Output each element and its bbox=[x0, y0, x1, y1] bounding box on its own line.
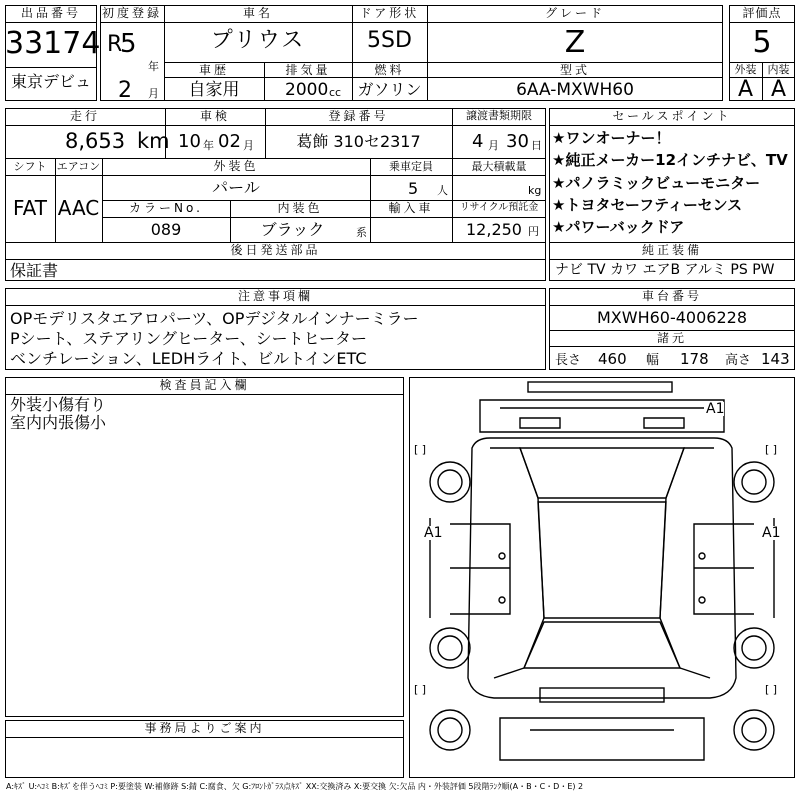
length: 460 bbox=[598, 350, 627, 368]
notes-label: 注意事項欄 bbox=[237, 289, 313, 303]
selling-points-label: セールスポイント bbox=[612, 109, 732, 123]
length-label: 長さ bbox=[555, 353, 582, 368]
model-label: 型式 bbox=[559, 63, 590, 77]
era: R bbox=[107, 32, 123, 57]
reg-month: 2 bbox=[118, 78, 132, 103]
max-load-label: 最大積載量 bbox=[471, 160, 527, 173]
note-line: ベンチレーション、LEDHライト、ビルトインETC bbox=[10, 349, 367, 368]
inspection-year: 10 bbox=[178, 131, 201, 152]
height-label: 高さ bbox=[725, 353, 752, 368]
transfer-day: 30 bbox=[506, 131, 529, 152]
door-label: ドア形状 bbox=[359, 6, 420, 20]
int-color-label: 内装色 bbox=[277, 201, 323, 215]
lot-no: 33174 bbox=[5, 26, 101, 61]
venue: 東京デビュ bbox=[10, 72, 91, 91]
bracket-mark-left: [ ] bbox=[414, 443, 427, 456]
inspection-label: 車検 bbox=[199, 109, 230, 123]
displacement: 2000 bbox=[285, 80, 329, 100]
damage-mark-front-right: A1 bbox=[706, 401, 725, 417]
selling-point: ★ワンオーナー！ bbox=[552, 129, 671, 147]
bracket-mark-right-rear: [ ] bbox=[765, 683, 778, 696]
max-load-unit: kg bbox=[528, 184, 542, 197]
selling-point: ★純正メーカー12インチナビ、TV bbox=[552, 151, 788, 169]
later-parts-label: 後日発送部品 bbox=[230, 243, 321, 257]
note-line: OPモデリスタエアロパーツ、OPデジタルインナーミラー bbox=[10, 309, 419, 328]
lot-no-label: 出品番号 bbox=[20, 6, 81, 20]
aircon-label: エアコン bbox=[56, 160, 101, 173]
aircon: AAC bbox=[57, 196, 100, 220]
selling-point: ★パワーバックドア bbox=[552, 218, 685, 236]
transfer-label: 譲渡書類期限 bbox=[466, 109, 532, 122]
recycle-label: リサイクル預託金 bbox=[459, 202, 539, 213]
reg-month-unit: 月 bbox=[148, 87, 159, 100]
first-reg-label: 初度登録 bbox=[101, 6, 162, 20]
inspection-month-unit: 月 bbox=[243, 139, 254, 152]
bracket-mark-right: [ ] bbox=[765, 443, 778, 456]
transfer-month-unit: 月 bbox=[488, 139, 499, 152]
width: 178 bbox=[680, 350, 709, 368]
inspection-month: 02 bbox=[218, 131, 241, 152]
damage-mark-right-side: A1 bbox=[762, 525, 781, 541]
recycle: 12,250 bbox=[466, 220, 522, 239]
car-name: プリウス bbox=[210, 28, 306, 53]
reg-no-label: 登録番号 bbox=[328, 109, 389, 123]
damage-mark-left-side: A1 bbox=[424, 525, 443, 541]
selling-point: ★パノラミックビューモニター bbox=[552, 174, 761, 192]
height: 143 bbox=[761, 350, 790, 368]
capacity-unit: 人 bbox=[437, 184, 448, 197]
reg-year-unit: 年 bbox=[148, 60, 159, 73]
capacity: 5 bbox=[408, 179, 419, 198]
grade: Z bbox=[564, 25, 586, 60]
history-label: 車歴 bbox=[198, 63, 229, 77]
capacity-label: 乗車定員 bbox=[389, 160, 433, 173]
mileage-label: 走行 bbox=[69, 109, 100, 123]
exterior-grade: A bbox=[737, 77, 754, 102]
displacement-unit: cc bbox=[329, 86, 342, 99]
color-no: 089 bbox=[150, 220, 182, 239]
import-label: 輸入車 bbox=[388, 201, 434, 215]
car-name-label: 車名 bbox=[242, 6, 273, 20]
fuel-label: 燃料 bbox=[374, 63, 405, 77]
ext-color: パール bbox=[212, 178, 260, 197]
mileage: 8,653 bbox=[65, 129, 126, 153]
reg-no: 葛飾 310セ2317 bbox=[296, 132, 421, 151]
transfer-day-unit: 日 bbox=[531, 139, 542, 152]
interior-label: 内装 bbox=[767, 63, 790, 76]
interior-grade: A bbox=[770, 77, 787, 102]
history: 自家用 bbox=[188, 80, 240, 100]
transfer-month: 4 bbox=[472, 131, 484, 152]
exterior-label: 外装 bbox=[734, 63, 757, 76]
door-type: 5SD bbox=[367, 28, 412, 53]
int-color: ブラック bbox=[260, 220, 325, 239]
recycle-unit: 円 bbox=[528, 225, 539, 238]
color-no-label: カラーNo. bbox=[129, 201, 203, 215]
displacement-label: 排気量 bbox=[285, 63, 331, 77]
note-line: Pシート、ステアリングヒーター、シートヒーター bbox=[10, 329, 368, 348]
legend: A:ｷｽﾞ U:ﾍｺﾐ B:ｷｽﾞを伴うﾍｺﾐ P:要塗装 W:補修跡 S:錆 C:腐食、欠 G:ﾌﾛﾝﾄｶﾞﾗｽ点ｷｽﾞ XX:交換済み X:要交換 欠:欠品 内・外装評価 5段階ﾗﾝｸ順(A・B・C・D・E) 2 bbox=[6, 782, 584, 791]
dims-label: 諸元 bbox=[656, 331, 687, 345]
reg-year: 5 bbox=[120, 29, 137, 59]
inspector-label: 検査員記入欄 bbox=[159, 378, 250, 392]
std-equip-label: 純正装備 bbox=[641, 243, 702, 257]
int-color-suffix: 系 bbox=[356, 226, 367, 239]
chassis-label: 車台番号 bbox=[641, 289, 702, 303]
width-label: 幅 bbox=[646, 353, 660, 368]
selling-point: ★トヨタセーフティーセンス bbox=[552, 196, 743, 214]
score-label: 評価点 bbox=[742, 6, 782, 20]
car-diagram bbox=[410, 378, 794, 777]
mileage-unit: km bbox=[137, 129, 170, 153]
shift: FAT bbox=[12, 196, 47, 220]
model: 6AA-MXWH60 bbox=[516, 80, 634, 100]
office-label: 事務局よりご案内 bbox=[144, 721, 265, 735]
chassis-number: MXWH60-4006228 bbox=[596, 308, 747, 327]
grade-label: グレード bbox=[544, 6, 605, 20]
bracket-mark-left-rear: [ ] bbox=[414, 683, 427, 696]
later-parts: 保証書 bbox=[10, 261, 59, 280]
score: 5 bbox=[752, 25, 772, 60]
car-diagram-box bbox=[409, 377, 795, 778]
inspector-note: 室内内張傷小 bbox=[10, 413, 107, 432]
shift-label: シフト bbox=[13, 160, 47, 173]
ext-color-label: 外装色 bbox=[213, 159, 259, 173]
std-equip: ナビ TV カワ エアB アルミ PS PW bbox=[555, 262, 775, 278]
fuel: ガソリン bbox=[357, 80, 422, 99]
inspector-note: 外装小傷有り bbox=[10, 395, 107, 414]
inspection-year-unit: 年 bbox=[203, 139, 214, 152]
